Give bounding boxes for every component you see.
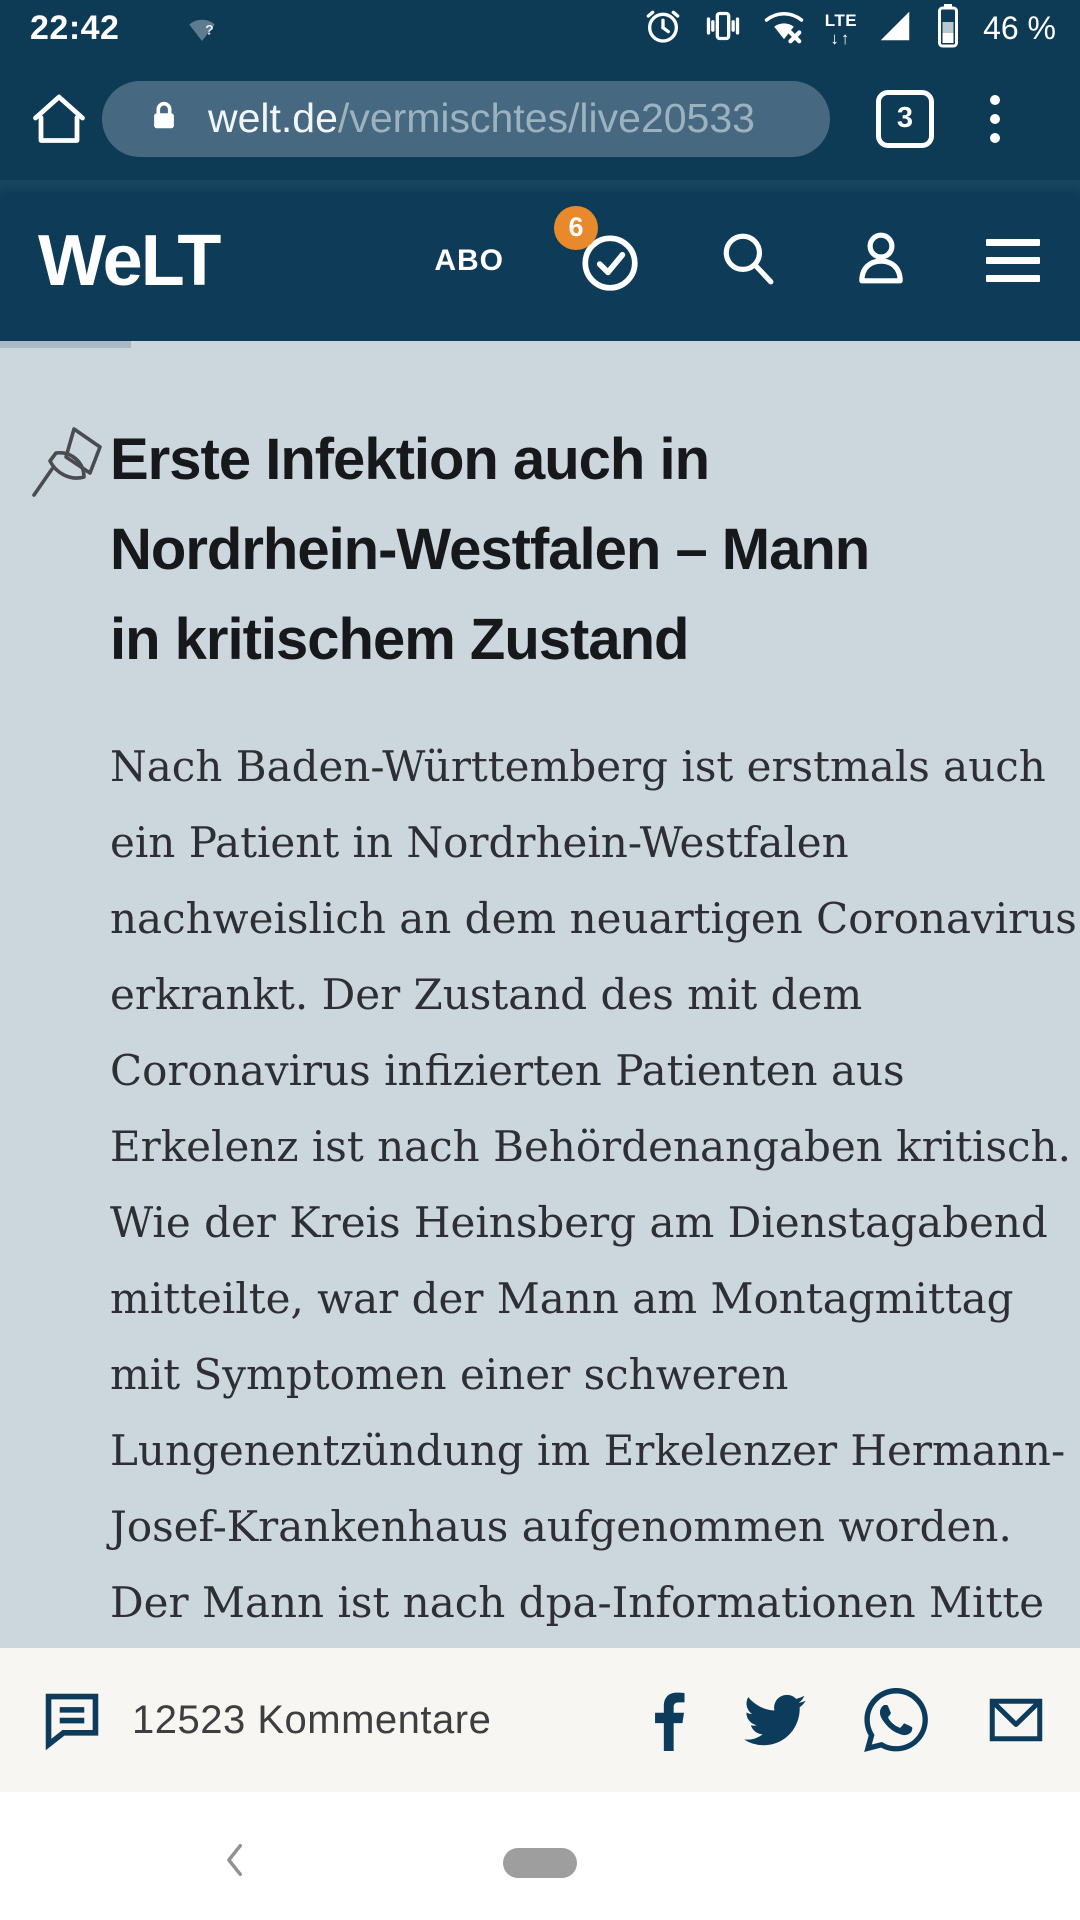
lte-indicator: LTE ↓↑: [824, 11, 858, 48]
article-content: [0, 341, 1080, 1648]
facebook-share-icon[interactable]: [652, 1689, 686, 1751]
article-headline: [110, 415, 1020, 685]
hamburger-menu-icon[interactable]: [986, 239, 1040, 282]
news-ticker-button[interactable]: [568, 212, 642, 294]
wifi-question-icon: [185, 12, 219, 51]
wifi-off-icon: [763, 5, 805, 52]
body-line: erkrankt. Der Zustand des mit dem: [110, 970, 863, 1019]
headline-line: Nordrhein-Westfalen – Mann: [110, 517, 870, 582]
android-nav-bar: [0, 1792, 1080, 1920]
vibrate-icon: [703, 6, 743, 51]
welt-logo[interactable]: WeLT: [38, 220, 220, 301]
headline-line: in kritischem Zustand: [110, 607, 689, 672]
body-line: Der Mann ist nach dpa-Informationen Mitte: [110, 1578, 1045, 1627]
body-line: Wie der Kreis Heinsberg am Dienstagabend: [110, 1198, 1048, 1247]
comment-share-bar: [0, 1648, 1080, 1794]
tab-switcher-button[interactable]: 3: [876, 90, 934, 148]
alarm-icon: [643, 6, 683, 51]
battery-icon: [933, 2, 963, 55]
url-bar[interactable]: [102, 81, 830, 157]
lock-icon: [146, 98, 182, 139]
body-line: Nach Baden-Württemberg ist erstmals auch: [110, 742, 1046, 791]
twitter-share-icon[interactable]: [744, 1689, 806, 1751]
abo-link[interactable]: ABO: [434, 243, 504, 277]
body-line: ein Patient in Nordrhein-Westfalen: [110, 818, 849, 867]
gesture-home-pill[interactable]: [503, 1848, 577, 1878]
browser-home-button[interactable]: [28, 88, 90, 150]
email-share-icon[interactable]: [986, 1690, 1046, 1750]
comments-button[interactable]: [40, 1688, 491, 1752]
pushpin-icon: [30, 417, 108, 522]
body-line: Erkelenz ist nach Behördenangaben kritisch.: [110, 1122, 1071, 1171]
svg-text:?: ?: [205, 22, 215, 39]
browser-menu-icon[interactable]: [990, 95, 1000, 143]
url-text: welt.de/vermischtes/live20533: [208, 95, 755, 141]
battery-percent: 46 %: [983, 10, 1056, 46]
welt-site-header: [0, 180, 1080, 341]
article-body: [110, 729, 1077, 1641]
headline-line: Erste Infektion auch in: [110, 427, 709, 492]
notification-badge: 6: [554, 206, 598, 250]
body-line: Coronavirus infizierten Patienten aus: [110, 1046, 905, 1095]
comments-count-label: 12523 Kommentare: [132, 1697, 492, 1742]
body-line: Josef-Krankenhaus aufgenommen worden.: [110, 1502, 1012, 1551]
comment-bubble-icon: [40, 1688, 104, 1752]
search-icon[interactable]: [718, 229, 776, 292]
body-line: Lungenentzündung im Erkelenzer Hermann-: [110, 1426, 1066, 1475]
scroll-progress-bar: [0, 341, 131, 348]
clock-time: 22:42: [30, 9, 120, 47]
signal-icon: [877, 8, 913, 49]
browser-toolbar: [0, 57, 1080, 180]
whatsapp-share-icon[interactable]: [864, 1688, 928, 1752]
account-icon[interactable]: [852, 229, 910, 292]
body-line: nachweislich an dem neuartigen Coronavirus: [110, 894, 1077, 943]
body-line: mit Symptomen einer schweren: [110, 1350, 789, 1399]
body-line: mitteilte, war der Mann am Montagmittag: [110, 1274, 1014, 1323]
android-status-bar: [0, 0, 1080, 57]
back-button[interactable]: [216, 1840, 256, 1885]
